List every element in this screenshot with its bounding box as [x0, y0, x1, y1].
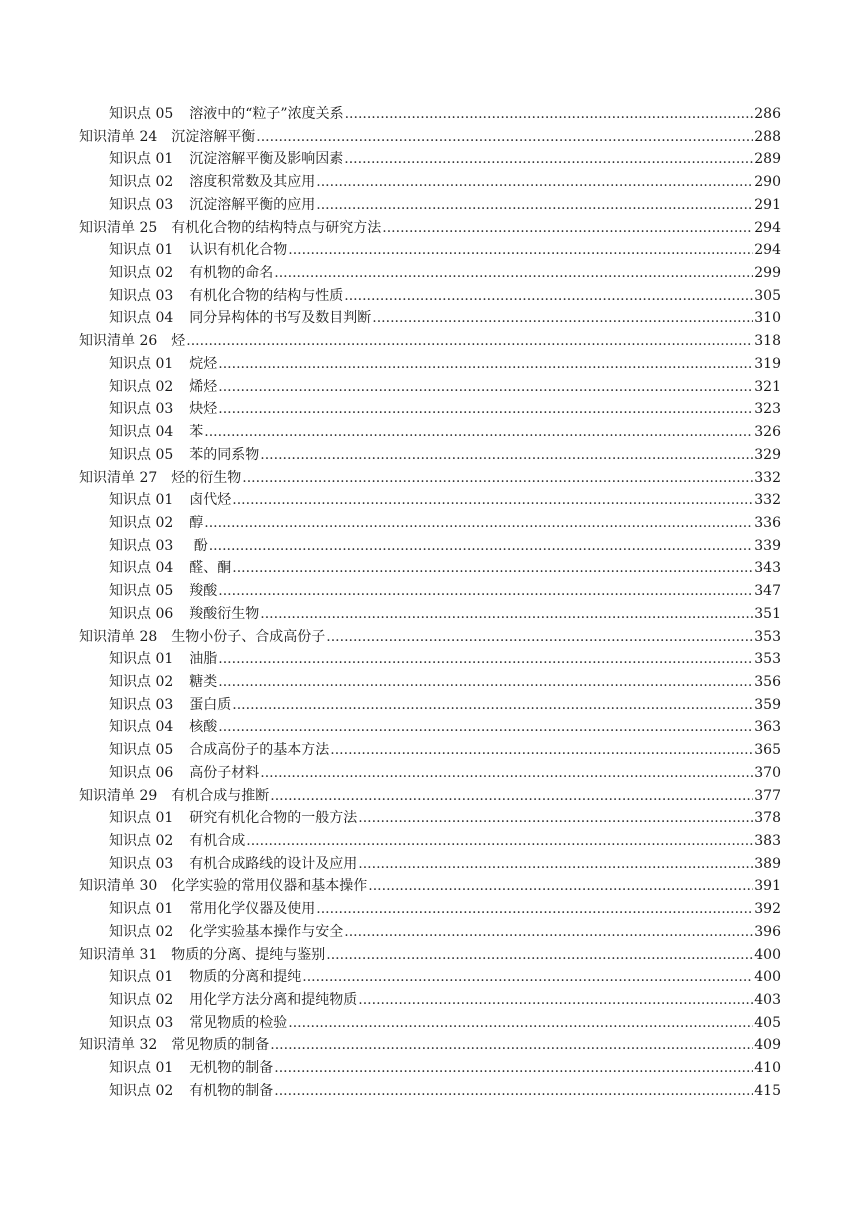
toc-entry-number: 知识点 01 [109, 651, 174, 668]
toc-entry-label [79, 330, 185, 353]
toc-entry-title: 有机合成与推断 [171, 787, 270, 804]
toc-entry-number: 知识点 03 [109, 537, 174, 554]
toc-entry-title: 高份子材料 [189, 764, 260, 781]
toc-dot-leader [372, 307, 753, 330]
toc-section-entry[interactable] [79, 830, 781, 853]
toc-entry-number: 知识点 05 [109, 106, 174, 122]
toc-entry-title: 用化学方法分离和提纯物质 [189, 992, 358, 1009]
toc-entry-title: 核酸 [189, 719, 218, 736]
toc-entry-number: 知识清单 25 [79, 219, 158, 236]
toc-entry-page: 289 [754, 151, 781, 168]
toc-dot-leader [209, 535, 754, 558]
toc-dot-leader [316, 194, 753, 217]
toc-entry-number: 知识清单 28 [79, 628, 158, 645]
toc-entry-title: 苯 [189, 424, 204, 441]
toc-entry-page: 294 [754, 219, 781, 236]
toc-dot-leader [218, 376, 753, 399]
toc-dot-leader [218, 716, 753, 739]
toc-entry-page: 343 [754, 560, 781, 577]
toc-entry-page: 290 [754, 174, 781, 191]
toc-dot-leader [345, 103, 754, 126]
toc-section-entry[interactable] [79, 307, 781, 330]
toc-entry-number: 知识点 01 [109, 151, 174, 168]
toc-section-entry[interactable] [79, 966, 781, 989]
toc-entry-page: 389 [754, 855, 781, 872]
toc-chapter-entry[interactable] [79, 875, 781, 898]
toc-section-entry[interactable] [79, 353, 781, 376]
toc-entry-page: 310 [754, 310, 781, 327]
toc-entry-title: 合成高份子的基本方法 [189, 742, 330, 759]
toc-entry-title: 常用化学仪器及使用 [189, 901, 316, 918]
toc-entry-label [109, 421, 203, 444]
toc-entry-label [109, 489, 231, 512]
toc-entry-page: 347 [754, 583, 781, 600]
toc-entry-label [109, 716, 217, 739]
toc-section-entry[interactable] [79, 444, 781, 467]
toc-entry-label [109, 921, 343, 944]
toc-section-entry[interactable] [79, 103, 781, 126]
toc-entry-label [109, 966, 301, 989]
toc-entry-page: 400 [754, 946, 781, 963]
toc-entry-title: 油脂 [189, 651, 218, 668]
toc-entry-label [109, 694, 231, 717]
toc-entry-number: 知识点 02 [109, 923, 174, 940]
toc-section-entry[interactable] [79, 557, 781, 580]
toc-dot-leader [218, 580, 753, 603]
toc-entry-number: 知识点 05 [109, 583, 174, 600]
toc-dot-leader [260, 603, 753, 626]
toc-entry-number: 知识点 02 [109, 992, 174, 1009]
toc-dot-leader [274, 1080, 753, 1103]
toc-entry-page: 383 [754, 833, 781, 849]
toc-chapter-entry[interactable] [79, 126, 781, 149]
toc-entry-title: 烃 [171, 333, 186, 350]
toc-entry-number: 知识点 04 [109, 560, 174, 577]
toc-entry-page: 305 [754, 287, 781, 304]
toc-section-entry[interactable] [79, 1057, 781, 1080]
toc-entry-label [109, 171, 315, 194]
toc-dot-leader [218, 648, 753, 671]
toc-entry-label [79, 626, 325, 649]
toc-entry-label [109, 103, 344, 126]
toc-section-entry[interactable] [79, 853, 781, 876]
toc-dot-leader [382, 217, 753, 240]
toc-dot-leader [232, 489, 753, 512]
toc-entry-number: 知识点 03 [109, 855, 174, 872]
toc-entry-label [79, 467, 241, 490]
toc-entry-label [109, 1012, 287, 1035]
toc-chapter-entry[interactable] [79, 467, 781, 490]
toc-entry-number: 知识清单 30 [79, 878, 158, 895]
toc-entry-page: 329 [754, 446, 781, 463]
toc-entry-title: 烷烃 [189, 355, 218, 372]
toc-section-entry[interactable] [79, 148, 781, 171]
toc-entry-label [109, 1080, 273, 1103]
toc-section-entry[interactable] [79, 989, 781, 1012]
toc-entry-page: 353 [754, 651, 781, 668]
toc-entry-title: 物质的分离和提纯 [189, 969, 302, 986]
toc-section-entry[interactable] [79, 285, 781, 308]
toc-entry-title: 羧酸衍生物 [189, 605, 260, 622]
toc-entry-page: 321 [754, 378, 781, 395]
toc-dot-leader [358, 853, 753, 876]
toc-entry-number: 知识点 02 [109, 378, 174, 395]
toc-entry-page: 391 [754, 878, 781, 895]
toc-entry-title: 溶度积常数及其应用 [189, 174, 316, 191]
toc-entry-title: 化学实验的常用仪器和基本操作 [171, 878, 368, 895]
toc-entry-number: 知识清单 31 [79, 946, 158, 963]
toc-entry-label [109, 512, 203, 535]
toc-entry-page: 323 [754, 401, 781, 418]
toc-entry-label [109, 989, 357, 1012]
toc-entry-title: 炔烃 [189, 401, 218, 418]
toc-entry-label [109, 580, 217, 603]
toc-entry-number: 知识点 01 [109, 901, 174, 918]
toc-dot-leader [368, 875, 753, 898]
toc-entry-page: 400 [754, 969, 781, 986]
toc-dot-leader [218, 353, 753, 376]
toc-dot-leader [232, 557, 753, 580]
toc-section-entry[interactable] [79, 762, 781, 785]
toc-entry-label [109, 353, 217, 376]
toc-entry-label [109, 648, 217, 671]
toc-dot-leader [358, 989, 753, 1012]
toc-entry-number: 知识点 03 [109, 696, 174, 713]
toc-entry-page: 291 [754, 196, 781, 213]
toc-dot-leader [344, 921, 753, 944]
toc-entry-title: 物质的分离、提纯与鉴别 [171, 946, 326, 963]
toc-dot-leader [316, 171, 753, 194]
toc-entry-page: 332 [754, 469, 781, 486]
toc-entry-page: 377 [754, 787, 781, 804]
toc-entry-label [79, 785, 269, 808]
toc-entry-number: 知识点 04 [109, 719, 174, 736]
toc-entry-label [109, 194, 315, 217]
toc-entry-label [79, 217, 381, 240]
toc-dot-leader [316, 898, 753, 921]
toc-entry-number: 知识点 03 [109, 287, 174, 304]
toc-entry-title: 酚 [189, 537, 208, 554]
toc-entry-title: 沉淀溶解平衡 [171, 128, 256, 145]
table-of-contents [79, 103, 781, 1103]
toc-entry-title: 羧酸 [189, 583, 218, 600]
toc-entry-label [109, 898, 315, 921]
toc-entry-number: 知识点 01 [109, 355, 174, 372]
toc-entry-label [109, 376, 217, 399]
toc-dot-leader [204, 512, 753, 535]
toc-entry-title: 同分异构体的书写及数目判断 [189, 310, 372, 327]
toc-entry-number: 知识点 02 [109, 514, 174, 531]
toc-entry-page: 405 [754, 1014, 781, 1031]
toc-dot-leader [330, 739, 753, 762]
toc-entry-title: 认识有机化合物 [189, 242, 288, 259]
toc-chapter-entry[interactable] [79, 626, 781, 649]
toc-entry-label [109, 1057, 273, 1080]
toc-section-entry[interactable] [79, 1080, 781, 1103]
toc-entry-number: 知识点 01 [109, 969, 174, 986]
toc-dot-leader [242, 467, 753, 490]
toc-dot-leader [288, 239, 753, 262]
toc-section-entry[interactable] [79, 580, 781, 603]
toc-section-entry[interactable] [79, 535, 781, 558]
toc-entry-number: 知识清单 27 [79, 469, 158, 486]
toc-entry-page: 378 [754, 810, 781, 827]
toc-entry-number: 知识点 02 [109, 1082, 174, 1099]
toc-entry-label [109, 603, 259, 626]
toc-entry-label [109, 739, 329, 762]
toc-entry-title: 醛、酮 [189, 560, 232, 577]
toc-entry-title: 溶液中的“粒子”浓度关系 [189, 106, 344, 122]
toc-entry-page: 318 [754, 333, 781, 350]
toc-entry-title: 蛋白质 [189, 696, 232, 713]
toc-entry-page: 351 [754, 605, 781, 622]
toc-entry-title: 化学实验基本操作与安全 [189, 923, 344, 940]
toc-entry-page: 415 [754, 1082, 781, 1099]
toc-entry-page: 339 [754, 537, 781, 554]
toc-dot-leader [344, 148, 753, 171]
toc-section-entry[interactable] [79, 376, 781, 399]
toc-chapter-entry[interactable] [79, 944, 781, 967]
toc-dot-leader [302, 966, 753, 989]
toc-entry-title: 烃的衍生物 [171, 469, 242, 486]
toc-entry-number: 知识点 02 [109, 673, 174, 690]
toc-entry-title: 有机化合物的结构特点与研究方法 [171, 219, 382, 236]
toc-entry-number: 知识点 06 [109, 605, 174, 622]
toc-entry-label [109, 398, 217, 421]
toc-entry-page: 392 [754, 901, 781, 918]
toc-entry-page: 299 [754, 265, 781, 282]
toc-entry-label [109, 239, 287, 262]
toc-entry-number: 知识点 01 [109, 810, 174, 827]
toc-section-entry[interactable] [79, 648, 781, 671]
toc-entry-title: 糖类 [189, 673, 218, 690]
toc-entry-page: 286 [754, 106, 781, 122]
toc-entry-number: 知识点 03 [109, 196, 174, 213]
toc-entry-label [109, 853, 357, 876]
toc-dot-leader [274, 1057, 753, 1080]
toc-dot-leader [344, 285, 753, 308]
toc-entry-page: 410 [754, 1060, 781, 1077]
toc-entry-number: 知识点 06 [109, 764, 174, 781]
toc-entry-number: 知识点 05 [109, 742, 174, 759]
toc-dot-leader [256, 126, 753, 149]
toc-entry-label [109, 307, 371, 330]
toc-entry-number: 知识清单 32 [79, 1037, 158, 1054]
toc-entry-page: 319 [754, 355, 781, 372]
toc-entry-number: 知识点 01 [109, 492, 174, 509]
toc-entry-number: 知识点 01 [109, 242, 174, 259]
toc-entry-number: 知识清单 29 [79, 787, 158, 804]
toc-entry-page: 359 [754, 696, 781, 713]
toc-entry-page: 332 [754, 492, 781, 509]
toc-dot-leader [232, 694, 753, 717]
toc-entry-number: 知识点 02 [109, 174, 174, 191]
toc-section-entry[interactable] [79, 239, 781, 262]
toc-section-entry[interactable] [79, 921, 781, 944]
toc-section-entry[interactable] [79, 694, 781, 717]
toc-entry-page: 396 [754, 923, 781, 940]
toc-dot-leader [288, 1012, 753, 1035]
toc-section-entry[interactable] [79, 512, 781, 535]
toc-entry-title: 生物小份子、合成高份子 [171, 628, 326, 645]
toc-entry-number: 知识点 02 [109, 265, 174, 282]
toc-entry-title: 有机化合物的结构与性质 [189, 287, 344, 304]
toc-entry-number: 知识清单 24 [79, 128, 158, 145]
toc-entry-number: 知识清单 26 [79, 333, 158, 350]
toc-entry-page: 403 [754, 992, 781, 1009]
toc-entry-page: 353 [754, 628, 781, 645]
toc-entry-page: 326 [754, 424, 781, 441]
toc-entry-number: 知识点 01 [109, 1060, 174, 1077]
toc-entry-title: 研究有机化合物的一般方法 [189, 810, 358, 827]
toc-dot-leader [246, 830, 753, 853]
toc-chapter-entry[interactable] [79, 330, 781, 353]
toc-chapter-entry[interactable] [79, 785, 781, 808]
toc-entry-title: 无机物的制备 [189, 1060, 274, 1077]
toc-section-entry[interactable] [79, 489, 781, 512]
toc-entry-title: 烯烃 [189, 378, 218, 395]
toc-chapter-entry[interactable] [79, 217, 781, 240]
toc-section-entry[interactable] [79, 262, 781, 285]
toc-entry-label [109, 444, 259, 467]
toc-entry-label [109, 262, 273, 285]
toc-entry-title: 有机合成路线的设计及应用 [189, 855, 358, 872]
toc-entry-title: 有机合成 [189, 833, 246, 849]
toc-dot-leader [204, 421, 753, 444]
toc-entry-number: 知识点 03 [109, 401, 174, 418]
toc-dot-leader [218, 671, 753, 694]
toc-entry-title: 常见物质的制备 [171, 1037, 270, 1054]
toc-entry-label [79, 126, 255, 149]
toc-section-entry[interactable] [79, 194, 781, 217]
toc-entry-label [79, 1034, 269, 1057]
toc-section-entry[interactable] [79, 398, 781, 421]
toc-entry-label [109, 535, 208, 558]
toc-entry-title: 有机物的制备 [189, 1082, 274, 1099]
toc-dot-leader [270, 1034, 753, 1057]
toc-entry-title: 沉淀溶解平衡及影响因素 [189, 151, 344, 168]
toc-entry-title: 卤代烃 [189, 492, 232, 509]
toc-entry-title: 苯的同系物 [189, 446, 260, 463]
toc-entry-page: 409 [754, 1037, 781, 1054]
toc-section-entry[interactable] [79, 739, 781, 762]
toc-dot-leader [358, 807, 753, 830]
toc-section-entry[interactable] [79, 807, 781, 830]
toc-entry-number: 知识点 04 [109, 310, 174, 327]
toc-entry-label [109, 762, 259, 785]
toc-dot-leader [270, 785, 753, 808]
toc-entry-page: 365 [754, 742, 781, 759]
toc-dot-leader [260, 762, 753, 785]
toc-dot-leader [260, 444, 753, 467]
toc-entry-label [109, 830, 245, 853]
toc-chapter-entry[interactable] [79, 1034, 781, 1057]
toc-dot-leader [326, 626, 753, 649]
toc-dot-leader [326, 944, 753, 967]
toc-entry-label [79, 875, 367, 898]
toc-entry-page: 370 [754, 764, 781, 781]
toc-section-entry[interactable] [79, 898, 781, 921]
toc-entry-label [109, 671, 217, 694]
toc-entry-number: 知识点 03 [109, 1014, 174, 1031]
toc-section-entry[interactable] [79, 603, 781, 626]
toc-entry-label [109, 148, 343, 171]
toc-entry-title: 沉淀溶解平衡的应用 [189, 196, 316, 213]
toc-dot-leader [274, 262, 753, 285]
toc-entry-page: 356 [754, 673, 781, 690]
toc-entry-title: 常见物质的检验 [189, 1014, 288, 1031]
toc-entry-number: 知识点 02 [109, 833, 174, 849]
toc-entry-number: 知识点 04 [109, 424, 174, 441]
toc-entry-page: 363 [754, 719, 781, 736]
toc-entry-page: 288 [754, 128, 781, 145]
toc-entry-title: 有机物的命名 [189, 265, 274, 282]
toc-section-entry[interactable] [79, 171, 781, 194]
toc-dot-leader [186, 330, 753, 353]
toc-entry-page: 336 [754, 514, 781, 531]
toc-section-entry[interactable] [79, 421, 781, 444]
toc-entry-page: 294 [754, 242, 781, 259]
toc-entry-label [79, 944, 325, 967]
toc-section-entry[interactable] [79, 671, 781, 694]
toc-entry-label [109, 285, 343, 308]
toc-section-entry[interactable] [79, 716, 781, 739]
toc-dot-leader [218, 398, 753, 421]
toc-section-entry[interactable] [79, 1012, 781, 1035]
toc-entry-number: 知识点 05 [109, 446, 174, 463]
toc-entry-title: 醇 [189, 514, 204, 531]
toc-entry-label [109, 807, 357, 830]
toc-entry-label [109, 557, 231, 580]
